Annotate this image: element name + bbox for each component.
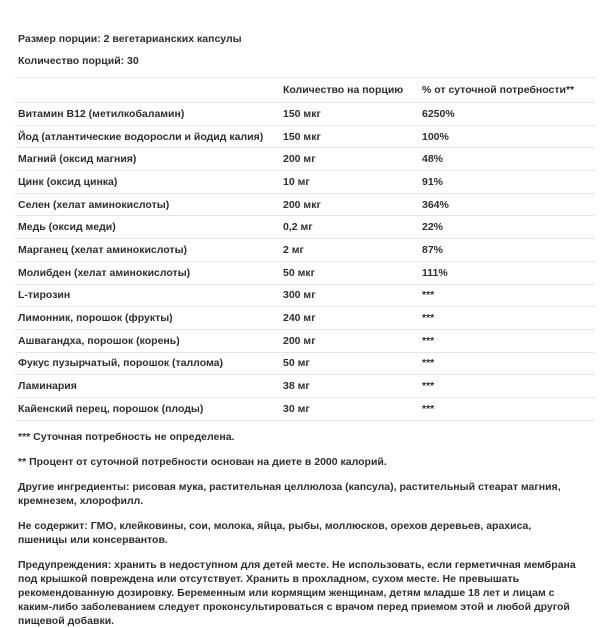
servings-per-container: Количество порций: 30 [18, 55, 139, 67]
table-header-row [15, 77, 595, 102]
ingredient-daily-value: 91% [422, 175, 444, 188]
ingredient-name: Марганец (хелат аминокислоты) [18, 243, 188, 256]
ingredient-amount: 150 мкг [283, 107, 321, 120]
table-row [15, 352, 595, 375]
ingredient-daily-value: 111% [422, 266, 448, 279]
ingredient-amount: 200 мкг [283, 198, 321, 211]
ingredient-amount: 240 мг [283, 312, 316, 325]
table-row [15, 170, 595, 193]
ingredient-daily-value: 87% [422, 243, 444, 256]
ingredient-amount: 10 мг [283, 175, 310, 188]
footnotes-section [18, 430, 582, 628]
facts-table [15, 77, 595, 421]
table-row [15, 261, 595, 284]
ingredient-name: Магний (оксид магния) [18, 153, 137, 166]
table-row [15, 284, 595, 307]
warnings-text: Предупреждения: хранить в недоступном для детей месте. Не использовать, если герметичная мембрана под крышкой повреждена или отсутствует. Хранить в прохладном, сухом месте. Не превышать рекомендованную дозировку. Беременным или кормящим женщинам, детям младше 18 лет и лицам с каким-либо заболеванием следует проконсультироваться с врачом перед приемом этой и любой другой пищевой добавки. [18, 558, 576, 627]
table-row [15, 125, 595, 148]
table-row [15, 102, 595, 125]
ingredient-name: Йод (атлантические водоросли и йодид калия) [18, 130, 264, 143]
ingredient-daily-value: *** [422, 402, 435, 415]
ingredient-name: L-тирозин [18, 289, 71, 302]
ingredient-name: Медь (оксид меди) [18, 221, 116, 234]
ingredient-name: Ламинария [18, 380, 77, 393]
footnote-percent-basis: ** Процент от суточной потребности основан на диете в 2000 калорий. [18, 455, 387, 468]
table-row [15, 374, 595, 397]
ingredient-name: Молибден (хелат аминокислоты) [18, 266, 191, 279]
ingredient-name: Селен (хелат аминокислоты) [18, 198, 170, 211]
ingredient-daily-value: 364% [422, 198, 449, 211]
table-row [15, 238, 595, 261]
ingredient-name: Лимонник, порошок (фрукты) [18, 312, 173, 325]
header-daily-value-column: % от суточной потребности** [422, 84, 575, 96]
table-body [15, 102, 595, 420]
other-ingredients-text: Другие ингредиенты: рисовая мука, растительная целлюлоза (капсула), растительный стеарат магния, кремнезем, хлорофилл. [18, 480, 561, 507]
table-row [15, 397, 595, 420]
ingredient-daily-value: 22% [422, 221, 444, 234]
ingredient-daily-value: *** [422, 312, 435, 325]
table-row [15, 193, 595, 216]
ingredient-daily-value: *** [422, 289, 435, 302]
table-row [15, 329, 595, 352]
ingredient-amount: 38 мг [283, 380, 310, 393]
ingredient-daily-value: 100% [422, 130, 449, 143]
ingredient-name: Ашвагандха, порошок (корень) [18, 334, 180, 347]
ingredient-amount: 50 мкг [283, 266, 315, 279]
table-row [15, 215, 595, 238]
serving-size: Размер порции: 2 вегетарианских капсулы [18, 33, 242, 45]
ingredient-name: Фукус пузырчатый, порошок (таллома) [18, 357, 223, 370]
ingredient-name: Цинк (оксид цинка) [18, 175, 118, 188]
ingredient-daily-value: *** [422, 357, 435, 370]
table-row [15, 147, 595, 170]
ingredient-daily-value: 6250% [422, 107, 455, 120]
ingredient-daily-value: *** [422, 334, 435, 347]
footnote-daily-value-undefined: *** Суточная потребность не определена. [18, 430, 235, 443]
ingredient-amount: 0,2 мг [283, 221, 313, 234]
ingredient-daily-value: 48% [422, 153, 444, 166]
ingredient-amount: 200 мг [283, 153, 316, 166]
header-amount-column: Количество на порцию [283, 84, 404, 96]
ingredient-amount: 300 мг [283, 289, 316, 302]
ingredient-daily-value: *** [422, 380, 435, 393]
table-row [15, 306, 595, 329]
ingredient-amount: 50 мг [283, 357, 310, 370]
ingredient-amount: 150 мкг [283, 130, 321, 143]
ingredient-amount: 2 мг [283, 243, 304, 256]
ingredient-amount: 30 мг [283, 402, 310, 415]
ingredient-name: Витамин B12 (метилкобаламин) [18, 107, 185, 120]
ingredient-name: Кайенский перец, порошок (плоды) [18, 402, 204, 415]
ingredient-amount: 200 мг [283, 334, 316, 347]
does-not-contain-text: Не содержит: ГМО, клейковины, сои, молока, яйца, рыбы, моллюсков, орехов деревьев, арахиса, пшеницы или консервантов. [18, 519, 532, 546]
